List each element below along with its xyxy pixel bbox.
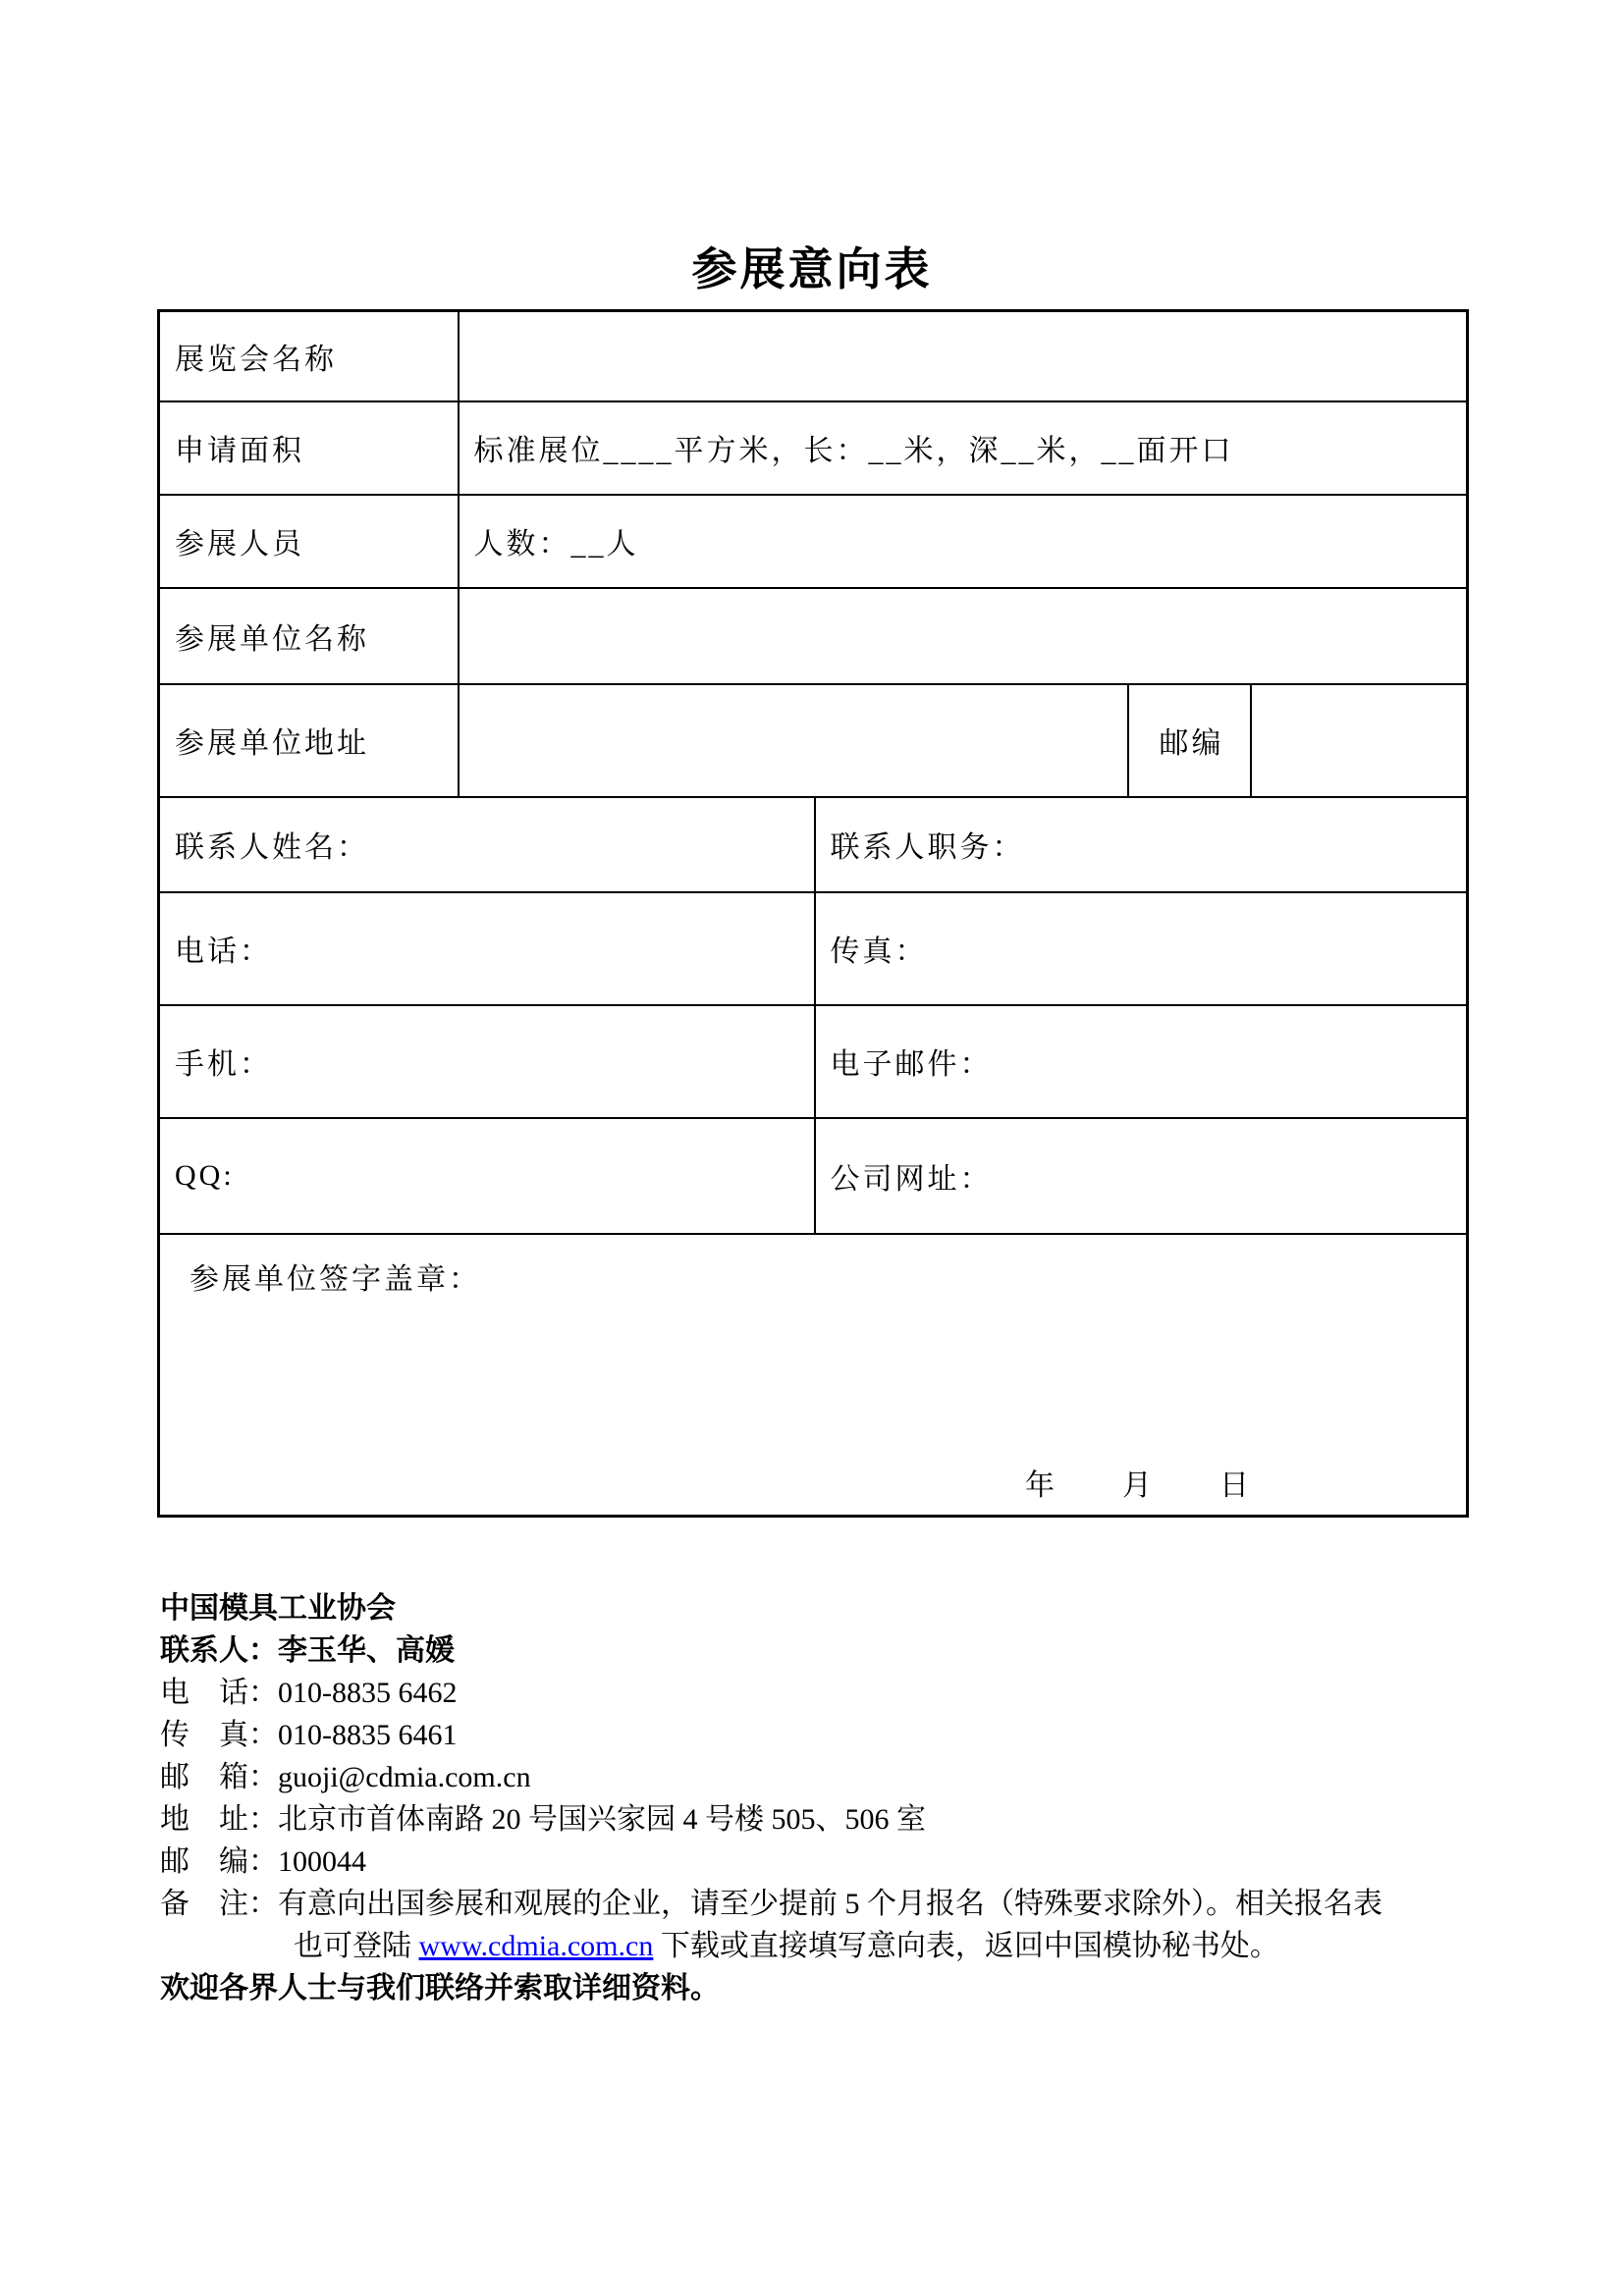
intent-form-table	[157, 309, 1469, 1518]
exhibition-name-input-cell	[459, 311, 1468, 401]
staff-count-value: 人数：__人	[459, 495, 1468, 588]
row-exhibition-name	[159, 311, 1468, 401]
address-line-value: 北京市首体南路 20 号国兴家园 4 号楼 505、506 室	[278, 1803, 926, 1836]
mobile-cell: 手机：	[159, 1005, 815, 1118]
row-contact-person	[159, 797, 1468, 892]
address-line-label: 地 址：	[160, 1803, 278, 1836]
note-text-2-pre: 也可登陆	[294, 1930, 419, 1962]
contact-footer	[160, 1587, 1535, 2009]
email-line-value: guoji@cdmia.com.cn	[278, 1761, 531, 1793]
booth-area-label: 申请面积	[159, 401, 459, 495]
qq-cell: QQ:	[159, 1118, 815, 1234]
note-text-1: 有意向出国参展和观展的企业，请至少提前 5 个月报名（特殊要求除外）。相关报名表	[278, 1888, 1382, 1920]
row-phone-fax	[159, 892, 1468, 1005]
note-line-1	[160, 1883, 1535, 1925]
phone-cell: 电话：	[159, 892, 815, 1005]
note-line-2	[294, 1925, 1535, 1967]
row-staff	[159, 495, 1468, 588]
address-line	[160, 1798, 1535, 1841]
fax-line-value: 010-8835 6461	[278, 1719, 458, 1751]
welcome-line: 欢迎各界人士与我们联络并索取详细资料。	[160, 1972, 720, 2004]
website-cell: 公司网址：	[815, 1118, 1468, 1234]
signature-date-line: 年 月 日	[1025, 1469, 1252, 1503]
email-line-label: 邮 箱：	[160, 1761, 278, 1793]
fax-line	[160, 1714, 1535, 1756]
postcode-label: 邮编	[1128, 684, 1251, 797]
row-company-name	[159, 588, 1468, 684]
contact-name-cell: 联系人姓名：	[159, 797, 815, 892]
phone-line-label: 电 话：	[160, 1677, 278, 1709]
booth-area-value: 标准展位____平方米，长：__米，深__米，__面开口	[459, 401, 1468, 495]
phone-line-value: 010-8835 6462	[278, 1677, 458, 1709]
row-mobile-email	[159, 1005, 1468, 1118]
signature-label: 参展单位签字盖章：	[189, 1263, 481, 1297]
row-booth-area	[159, 401, 1468, 495]
postcode-line-value: 100044	[278, 1845, 366, 1878]
fax-cell: 传真：	[815, 892, 1468, 1005]
signature-cell	[159, 1234, 1468, 1517]
association-name: 中国模具工业协会	[160, 1592, 396, 1625]
contact-persons-line: 联系人：李玉华、高媛	[160, 1634, 455, 1667]
company-address-label: 参展单位地址	[159, 684, 459, 797]
row-signature	[159, 1234, 1468, 1517]
note-text-2-post: 下载或直接填写意向表，返回中国模协秘书处。	[653, 1930, 1279, 1962]
email-line	[160, 1756, 1535, 1798]
note-label: 备 注：	[160, 1888, 278, 1920]
contact-title-cell: 联系人职务：	[815, 797, 1468, 892]
company-address-input-cell	[459, 684, 1128, 797]
postcode-line	[160, 1841, 1535, 1883]
phone-line	[160, 1672, 1535, 1714]
company-name-input-cell	[459, 588, 1468, 684]
fax-line-label: 传 真：	[160, 1719, 278, 1751]
postcode-line-label: 邮 编：	[160, 1845, 278, 1878]
row-company-address	[159, 684, 1468, 797]
company-name-label: 参展单位名称	[159, 588, 459, 684]
postcode-input-cell	[1251, 684, 1468, 797]
page-title: 参展意向表	[691, 244, 933, 294]
staff-label: 参展人员	[159, 495, 459, 588]
row-qq-website	[159, 1118, 1468, 1234]
signature-area	[175, 1235, 1456, 1514]
exhibition-name-label: 展览会名称	[159, 311, 459, 401]
email-cell: 电子邮件：	[815, 1005, 1468, 1118]
cdmia-website-link[interactable]: www.cdmia.com.cn	[418, 1930, 654, 1962]
